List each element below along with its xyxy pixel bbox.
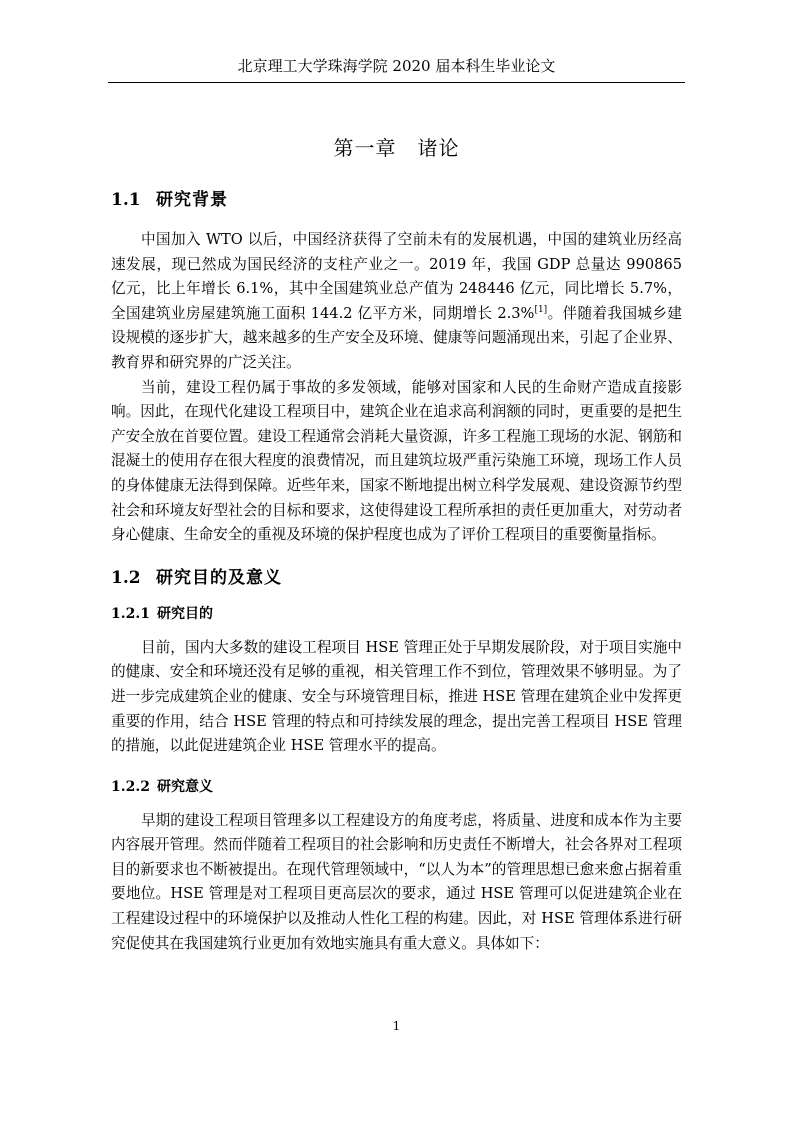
section-title: 研究目的及意义 (156, 567, 282, 588)
subsection-title: 研究目的 (157, 605, 213, 622)
chapter-title: 第一章 诸论 (333, 136, 460, 160)
section-heading-1-1 (111, 186, 682, 214)
citation-ref[interactable]: [1] (534, 304, 548, 315)
section-title: 研究背景 (156, 190, 228, 210)
header-rule (108, 82, 685, 83)
subsection-heading-1-2-1 (111, 602, 682, 626)
subsection-heading-1-2-2 (111, 775, 682, 799)
paragraph-text: 中国加入 WTO 以后，中国经济获得了空前未有的发展机遇，中国的建筑业历经高速发展，现已然成为国民经济的支柱产业之一。2019 年，我国 GDP 总量达 990865 亿元，比上年增长 6.1%，其中全国建筑业总产值为 248446 亿元，同比增长 5.7%，全国建筑业房屋建筑施工面积 144.2 亿平方米，同期增长 2.3% (111, 231, 682, 322)
subsection-title: 研究意义 (157, 778, 213, 795)
paragraph-significance: 早期的建设工程项目管理多以工程建设方的角度考虑，将质量、进度和成本作为主要内容展开管理。然而伴随着工程项目的社会影响和历史责任不断增大，社会各界对工程项目的新要求也不断被提出。在现代管理领域中，“以人为本”的管理思想已愈来愈占据着重要地位。HSE 管理是对工程项目更高层次的要求，通过 HSE 管理可以促进建筑企业在工程建设过程中的环境保护以及推动人性化工程的构建。因此，对 HSE 管理体系进行研究促使其在我国建筑行业更加有效地实施具有重大意义。具体如下： (111, 811, 682, 952)
paragraph-background-2: 当前，建设工程仍属于事故的多发领域，能够对国家和人民的生命财产造成直接影响。因此，在现代化建设工程项目中，建筑企业在追求高利润额的同时，更重要的是把生产安全放在首要位置。建设工程通常会消耗大量资源，许多工程施工现场的水泥、钢筋和混凝土的使用存在很大程度的浪费情况，而且建筑垃圾严重污染施工环境，现场工作人员的身体健康无法得到保障。近些年来，国家不断地提出树立科学发展观、建设资源节约型社会和环境友好型社会的目标和要求，这使得建设工程所承担的责任更加重大，对劳动者身心健康、生命安全的重视及环境的保护程度也成为了评价工程项目的重要衡量指标。 (111, 378, 682, 544)
page-body (111, 186, 682, 956)
running-header: 北京理工大学珠海学院 2020 届本科生毕业论文 (237, 57, 556, 75)
page-number: 1 (392, 1019, 401, 1033)
subsection-number: 1.2.2 (111, 778, 150, 795)
paragraph-text-tail: 。伴随着我国城乡建设规模的逐步扩大，越来越多的生产安全及环境、健康等问题涌现出来，引起了企业界、教育界和研究界的广泛关注。 (111, 304, 682, 371)
section-heading-1-2 (111, 564, 682, 592)
paragraph-background-1 (111, 228, 682, 376)
section-number: 1.1 (111, 190, 141, 210)
section-number: 1.2 (111, 567, 141, 588)
subsection-number: 1.2.1 (111, 605, 150, 622)
paragraph-purpose: 目前，国内大多数的建设工程项目 HSE 管理正处于早期发展阶段，对于项目实施中的健康、安全和环境还没有足够的重视，相关管理工作不到位，管理效果不够明显。为了进一步完成建筑企业的健康、安全与环境管理目标，推进 HSE 管理在建筑企业中发挥更重要的作用，结合 HSE 管理的特点和可持续发展的理念，提出完善工程项目 HSE 管理的措施，以此促进建筑企业 HSE 管理水平的提高。 (111, 638, 682, 755)
